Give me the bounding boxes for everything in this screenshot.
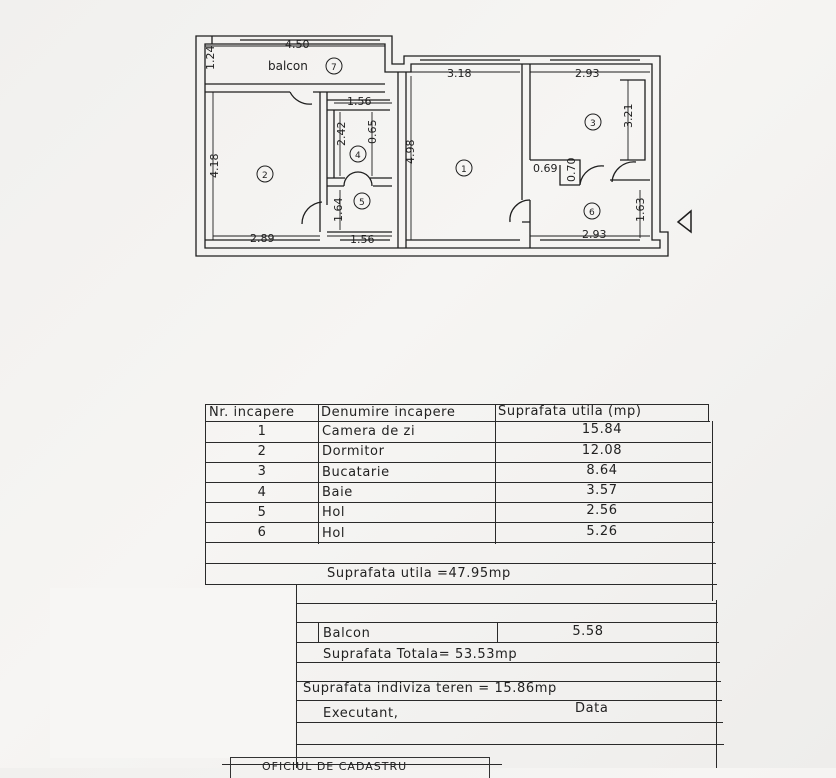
balcon-value: 5.58 [572, 624, 604, 639]
header-suprafata: Suprafata utila (mp) [498, 404, 642, 419]
room-number-5: 5 [359, 198, 365, 208]
dim-r3-niche-width: 0.69 [533, 162, 558, 175]
row-name: Hol [322, 505, 346, 520]
balcon-label: Balcon [323, 626, 371, 641]
room-number-2: 2 [262, 171, 268, 181]
row-nr: 4 [257, 485, 267, 500]
row-name: Dormitor [322, 444, 385, 459]
dim-r1-height: 4.98 [404, 139, 417, 164]
row-nr: 5 [257, 505, 267, 520]
row-nr: 1 [257, 424, 267, 439]
room-number-3: 3 [590, 119, 596, 129]
dim-r5-width: 1.56 [350, 233, 375, 246]
row-name: Camera de zi [322, 424, 416, 439]
dim-r2-width: 2.89 [250, 232, 275, 245]
dim-r3-niche-height: 0.70 [565, 157, 578, 182]
suprafata-utila: Suprafata utila =47.95mp [327, 566, 511, 581]
executant-label: Executant, [323, 706, 399, 721]
dim-r3-width: 2.93 [575, 67, 600, 80]
row-name: Hol [322, 526, 346, 541]
dim-r6-height: 1.63 [634, 197, 647, 222]
dim-r3-height: 3.21 [622, 103, 635, 128]
row-area: 12.08 [581, 443, 623, 458]
row-nr: 2 [257, 444, 267, 459]
row-nr: 6 [257, 525, 267, 540]
row-area: 15.84 [581, 422, 623, 437]
row-name: Bucatarie [322, 465, 390, 480]
room-number-6: 6 [589, 208, 595, 218]
dim-balcon-width: 4.50 [285, 38, 310, 51]
suprafata-totala: Suprafata Totala= 53.53mp [323, 647, 518, 662]
stamp-text: OFICIUL DE CADASTRU [262, 760, 408, 773]
balcon-label: balcon [268, 59, 308, 73]
header-denumire: Denumire incapere [321, 405, 456, 420]
room-number-4: 4 [355, 151, 361, 161]
dim-balcon-height: 1.24 [204, 45, 217, 70]
row-area: 2.56 [586, 503, 618, 518]
dim-r4-top: 1.56 [347, 95, 372, 108]
row-area: 8.64 [586, 463, 618, 478]
dim-r4-height: 2.42 [335, 121, 348, 146]
dim-r5-height: 1.64 [332, 197, 345, 222]
data-label: Data [575, 701, 609, 716]
row-nr: 3 [257, 464, 267, 479]
dim-r2-height: 4.18 [208, 153, 221, 178]
row-area: 5.26 [586, 524, 618, 539]
dim-r1-width: 3.18 [447, 67, 472, 80]
row-area: 3.57 [586, 483, 618, 498]
room-number-7: 7 [331, 63, 337, 73]
dim-r6-width: 2.93 [582, 228, 607, 241]
blank-area [50, 588, 295, 758]
row-name: Baie [322, 485, 353, 500]
suprafata-indiviza: Suprafata indiviza teren = 15.86mp [303, 681, 557, 696]
room-number-1: 1 [461, 165, 467, 175]
header-nr-incapere: Nr. incapere [209, 405, 295, 420]
dim-r4-width: 0.65 [366, 119, 379, 144]
